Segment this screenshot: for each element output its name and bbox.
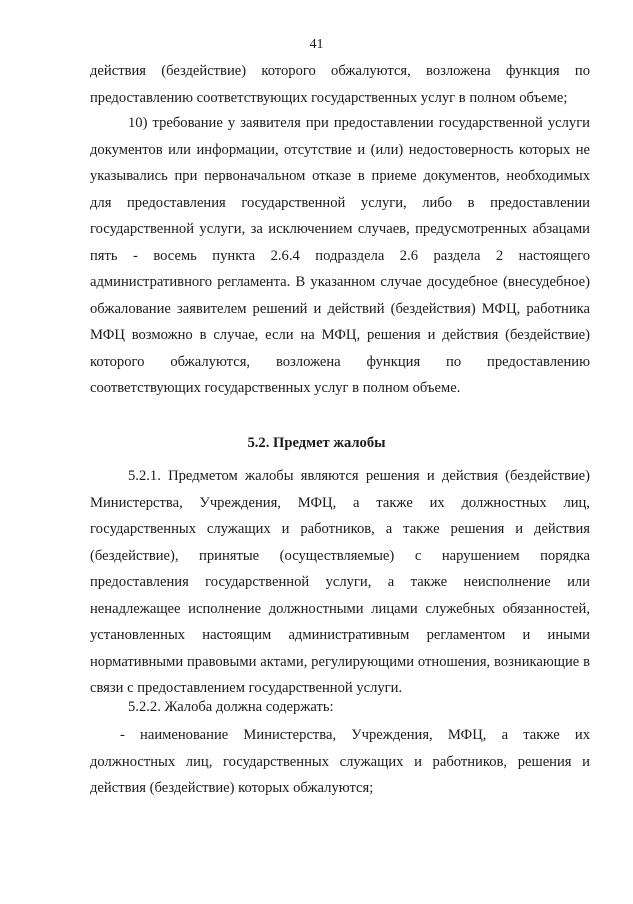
paragraph-text: 10) требование у заявителя при предоставлении государственной услуги документов или информации, отсутствие и (или) недостоверность которых не указывались при первоначальном отказе в приеме документов, необходимых для предоставления государственной услуги, либо в предоставлении государственной услуги, за исключением случаев, предусмотренных абзацами пять - восемь пункта 2.6.4 подраздела 2.6 раздела 2 настоящего административного регламента. В указанном случае досудебное (внесудебное) обжалование заявителем решений и действий (бездействия) МФЦ, работника МФЦ возможно в случае, если на МФЦ, решения и действия (бездействие) которого обжалуются, возложена функция по предоставлению соответствующих государственных услуг в полном объеме. xyxy=(90,115,590,396)
paragraph-text: 5.2.2. Жалоба должна содержать: xyxy=(128,699,334,715)
paragraph-text: действия (бездействие) которого обжалуются, возложена функция по предоставлению соответствующих государственных услуг в полном объеме; xyxy=(90,63,590,106)
paragraph-continuation xyxy=(90,58,590,111)
section-heading: 5.2. Предмет жалобы xyxy=(247,435,386,451)
page-number: 41 xyxy=(309,37,324,52)
paragraph-5-2-2 xyxy=(90,694,590,721)
list-item-dash-1 xyxy=(90,722,590,802)
paragraph-5-2-1 xyxy=(90,463,590,702)
paragraph-text: 5.2.1. Предметом жалобы являются решения и действия (бездействие) Министерства, Учреждения, МФЦ, а также их должностных лиц, государственных служащих и работников, а также решения и действия (бездействие), принятые (осуществляемые) с нарушением порядка предоставления государственной услуги, а также неисполнение или ненадлежащее исполнение должностными лицами служебных обязанностей, установленных настоящим административным регламентом и иными нормативными правовыми актами, регулирующими отношения, возникающие в связи с предоставлением государственной услуги. xyxy=(90,468,590,696)
paragraph-item-10 xyxy=(90,110,590,402)
paragraph-text: - наименование Министерства, Учреждения, МФЦ, а также их должностных лиц, государственных служащих и работников, решения и действия (бездействие) которых обжалуются; xyxy=(90,727,590,796)
